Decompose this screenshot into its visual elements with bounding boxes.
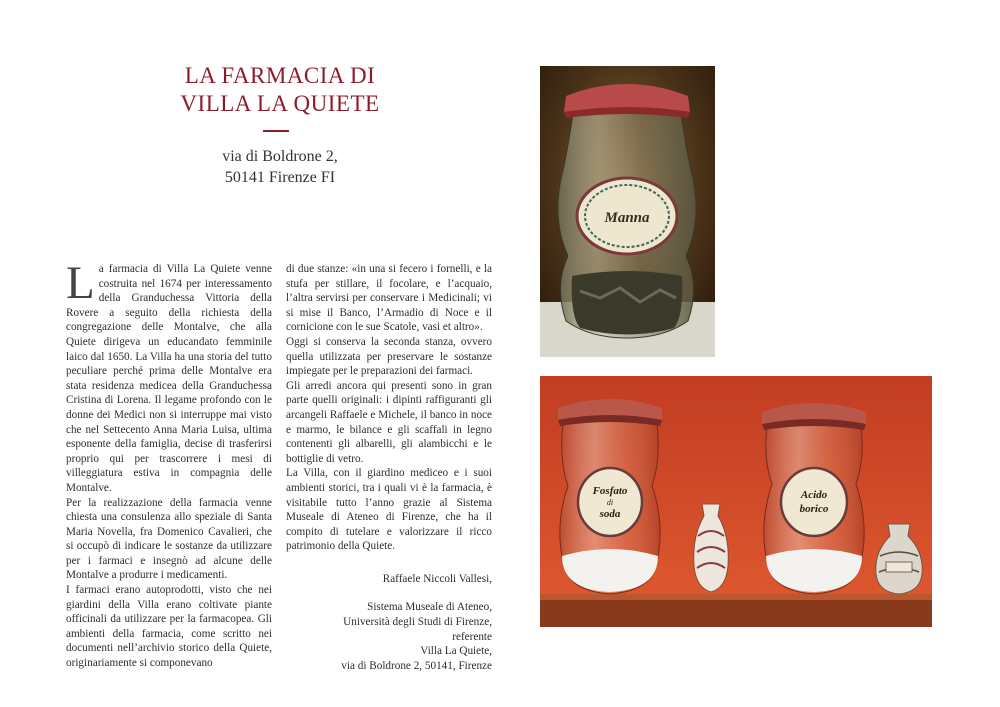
jar-label-soda: soda xyxy=(599,508,621,520)
credit-line-1: Sistema Museale di Ateneo, xyxy=(367,601,492,614)
photo-jars-shelf xyxy=(540,376,932,627)
paragraph-intro-text: a farmacia di Villa La Quiete venne costruita nel 1674 per interessamento della Granduchessa Vittoria della Rovere a seguito della richiesta della congregazione delle Montalve, che alla Quiete dirigeva un educandato femminile laico dal 1650. La Villa ha una storia del tutto peculiare perché prima delle Montalve era stata residenza medicea della Granduchessa Cristina di Lorena. Il legame profondo con le donne dei Medici non si interruppe mai visto che nel Settecento Anna Maria Luisa, ultima esponente della famiglia, decise di trasferirsi proprio qui per trascorrere i mesi di villeggiatura estiva in compagnia delle Montalve. xyxy=(66,263,272,494)
title-line-2: VILLA LA QUIETE xyxy=(180,91,380,116)
author-signature: Raffaele Niccoli Vallesi, xyxy=(382,572,492,585)
credit-line-2: Università degli Studi di Firenze, xyxy=(343,616,492,629)
text-column-2 xyxy=(286,262,492,673)
paragraph-second-room: Oggi si conserva la seconda stanza, ovvero quella utilizzata per preservare le sostanze impiegate per le preparazioni dei farmaci. xyxy=(286,335,492,378)
text-column-1 xyxy=(66,257,272,671)
paragraph-consultation: Per la realizzazione della farmacia venne chiesta una consulenza allo speziale di Santa Maria Novella, fra Domenico Cavalieri, che si occupò di indicare le sostanze da utilizzare per i farmaci e insegnò ad alcune delle Montalve a produrre i medicamenti. xyxy=(66,496,272,582)
jar-label-di: di xyxy=(606,498,614,507)
photo-manna-jar xyxy=(540,66,715,357)
paragraph-production: I farmaci erano autoprodotti, visto che nei giardini della Villa erano coltivate piante officinali da utilizzare per la farmacopea. Gli ambienti della farmacia, come scritto nei documenti nell’archivio storico della Quiete, originariamente si componevano xyxy=(66,584,272,670)
address-line-1: via di Boldrone 2, xyxy=(222,148,338,165)
credit-line-5: via di Boldrone 2, 50141, Firenze xyxy=(341,659,492,672)
jar-label-acido: Acido xyxy=(800,489,828,501)
credit-line-3: referente xyxy=(452,630,492,643)
title-line-1: LA FARMACIA DI xyxy=(184,63,376,88)
address-line-2: 50141 Firenze FI xyxy=(224,169,336,186)
paragraph-intro xyxy=(66,257,272,496)
jar-label-manna: Manna xyxy=(604,210,650,226)
page-title xyxy=(150,62,410,118)
paragraph-visits: La Villa, con il giardino mediceo e i suoi ambienti storici, tra i quali vi è la farmacia, è visitabile tutto l’anno grazie al Sistema Museale di Ateneo di Firenze, che ha il compito di tutelare e valorizzare il ricco patrimonio della Quiete. xyxy=(286,467,492,553)
jar-label-fosfato: Fosfato xyxy=(592,485,628,497)
jar-label-borico: borico xyxy=(799,503,829,515)
address-block xyxy=(150,146,410,188)
author-credits xyxy=(286,600,492,673)
paragraph-furnishings: Gli arredi ancora qui presenti sono in gran parte quelli originali: i dipinti raffiguranti gli arcangeli Raffaele e Michele, il banco in noce e marmo, le bilance e gli scaffali in legno contenenti gli albarelli, gli alambicchi e le bottiglie di vetro. xyxy=(286,379,492,465)
credit-line-4: Villa La Quiete, xyxy=(420,645,492,658)
paragraph-rooms: di due stanze: «in una si fecero i fornelli, e la stufa per stillare, il focolare, e l’acquaio, l’altra servirsi per conservare i Medicinali; vi si mise il Banco, l’Armadio di Noce e il cornicione con le sue Scatole, vasi et altro». xyxy=(286,263,492,334)
drop-cap: L xyxy=(66,257,95,309)
title-divider xyxy=(263,130,289,132)
